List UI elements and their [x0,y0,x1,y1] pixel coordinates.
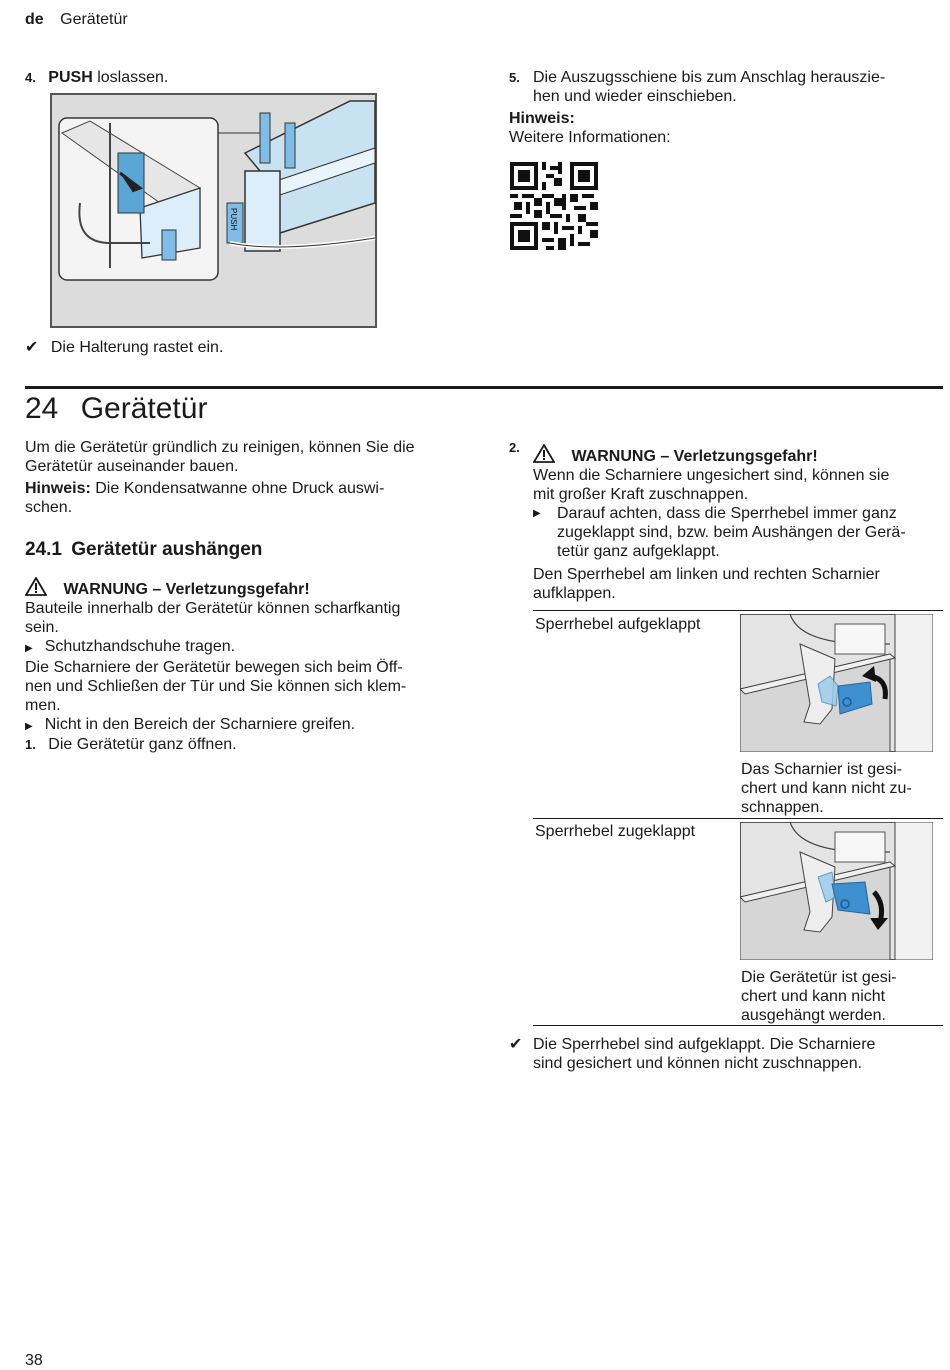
hinweis-right [509,109,671,147]
warning-triangle-icon [25,577,47,596]
table-row-label: Sperrhebel zugeklappt [535,823,696,840]
page-header [25,10,128,29]
page-number: 38 [25,1352,43,1369]
step-number: 1. [25,737,36,752]
table-rule-top [533,610,943,611]
table-cell-line: ausgehängt werden. [741,1007,886,1024]
warning-bullet-line: Darauf achten, dass die Sperrhebel immer ganz [557,505,897,522]
result-line: Die Sperrhebel sind aufgeklappt. Die Scharniere [533,1036,876,1053]
lever-closed-illustration [740,822,933,960]
step-text-line: Den Sperrhebel am linken und rechten Scharnier [533,566,880,583]
rail-illustration [50,93,377,328]
warning-bullet: Schutzhandschuhe tragen. [44,638,236,655]
warning-block [25,577,470,736]
hinweis-label: Hinweis: [25,480,91,497]
warning-triangle-icon [533,444,555,463]
subsection-heading [25,539,262,561]
step-5 [509,68,939,106]
intro-hinweis [25,479,470,517]
result-bottom [509,1035,941,1073]
warning-line: sein. [25,619,59,636]
table-cell [741,760,912,817]
table-cell-line: Die Gerätetür ist gesi- [741,969,897,986]
table-cell-line: chert und kann nicht [741,988,886,1005]
warning-line: Die Scharniere der Gerätetür bewegen sich beim Öff- [25,659,403,676]
table-cell-line: schnappen. [741,799,824,816]
triangle-bullet-icon: ▶ [533,508,541,519]
chapter-number: 24 [25,392,59,425]
push-word: PUSH [48,69,93,86]
result-line: sind gesichert und können nicht zuschnappen. [533,1055,863,1072]
result-line [25,338,223,357]
table-rule-bottom [533,1025,943,1026]
intro-paragraph [25,438,470,476]
check-icon: ✔ [509,1036,523,1053]
step-2 [509,438,941,603]
step-number: 5. [509,70,520,85]
table-row-label: Sperrhebel aufgeklappt [535,616,701,633]
step-text: loslassen. [92,69,169,86]
lever-open-illustration [740,614,933,752]
warning-title: WARNUNG – Verletzungsgefahr! [571,448,818,465]
header-lang: de [25,11,44,28]
step-number: 4. [25,70,36,85]
subsection-title: Gerätetür aushängen [71,539,263,560]
warning-bullet-line: zugeklappt sind, bzw. beim Aushängen der Gerä- [557,524,906,541]
chapter-heading [25,392,207,426]
warning-title: WARNUNG – Verletzungsgefahr! [63,581,310,598]
triangle-bullet-icon: ▶ [25,643,33,654]
table-cell-line: chert und kann nicht zu- [741,780,912,797]
header-section: Gerätetür [60,11,128,28]
subsection-number: 24.1 [25,539,62,560]
intro-line: Um die Gerätetür gründlich zu reinigen, können Sie die [25,439,415,456]
table-rule-mid [533,818,943,819]
warning-line: Bauteile innerhalb der Gerätetür können scharfkantig [25,600,401,617]
step-4 [25,68,168,87]
hinweis-text: schen. [25,499,73,516]
step-text-line: Die Auszugsschiene bis zum Anschlag herauszie- [533,69,886,86]
check-icon: ✔ [25,339,39,356]
qr-code[interactable] [510,162,598,250]
hinweis-text: Weitere Informationen: [509,129,671,146]
step-number: 2. [509,440,520,455]
step-text-line: hen und wieder einschieben. [533,88,737,105]
warning-bullet-line: tetür ganz aufgeklappt. [557,543,720,560]
triangle-bullet-icon: ▶ [25,721,33,732]
warning-line: nen und Schließen der Tür und Sie können sich klem- [25,678,407,695]
hinweis-text: Die Kondensatwanne ohne Druck auswi- [90,480,385,497]
intro-line: Gerätetür auseinander bauen. [25,458,239,475]
chapter-rule [25,386,943,389]
warning-bullet: Nicht in den Bereich der Scharniere greifen. [44,716,356,733]
warning-line: Wenn die Scharniere ungesichert sind, können sie [533,467,890,484]
table-cell [741,968,897,1025]
hinweis-label: Hinweis: [509,110,575,127]
step-text: Die Gerätetür ganz öffnen. [48,736,237,753]
warning-line: men. [25,697,61,714]
result-text: Die Halterung rastet ein. [50,339,224,356]
table-cell-line: Das Scharnier ist gesi- [741,761,902,778]
step-1 [25,735,237,754]
warning-line: mit großer Kraft zuschnappen. [533,486,749,503]
step-text-line: aufklappen. [533,585,616,602]
push-label: PUSH [229,208,238,231]
chapter-title: Gerätetür [80,392,208,425]
